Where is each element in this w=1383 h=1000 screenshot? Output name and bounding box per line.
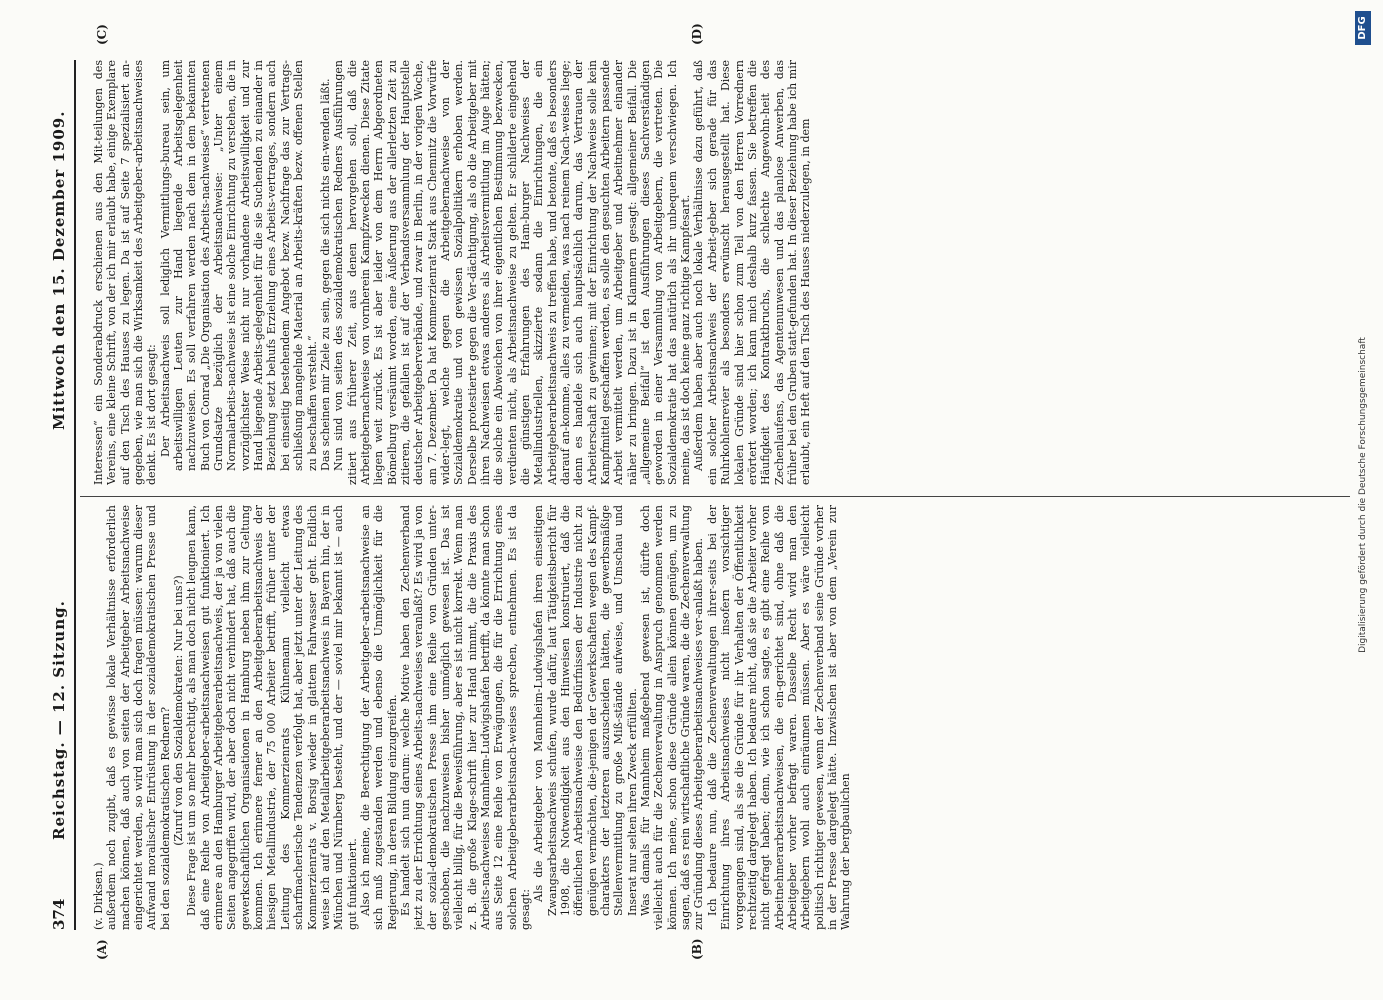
session-date: Mittwoch den 15. Dezember 1909. (50, 110, 68, 430)
dfg-logo: DFG (1355, 11, 1371, 45)
margin-mark-c: (C) (95, 24, 109, 45)
session-title: Reichstag. — 12. Sitzung. (50, 600, 68, 840)
right-column (92, 60, 1332, 485)
header-rule (74, 60, 76, 930)
column-separator (80, 496, 1350, 497)
left-column (92, 505, 912, 930)
digitization-credit: Digitalisierung gefördert durch die Deutsche Forschungsgemeinschaft (1358, 337, 1368, 653)
speaker-label: (v. Dirksen.) (92, 862, 105, 930)
paragraph: Nun sind von seiten des sozialdemokratischen Redners Ausführungen zitiert aus früherer Zeit, aus denen hervorgehen soll, daß die Arbeitgebernachweise von vornherein Kampfzwecken dienen. Diese Zitate liegen weit zurück. Es ist aber leider von dem Herrn Abgeordneten Bömelburg versäumt worden, eine Äußerung aus der allerletzten Zeit zu zitieren, die gefallen ist auf der Verbandsversammlung der Hauptstelle deutscher Arbeitgeberverbände, und zwar in Berlin, in der vorigen Woche, am 7. Dezember. Da hat Kommerzienrat Stark aus Chemnitz die Vorwürfe wider-legt, welche gegen die Arbeitgebernachweise von der Sozialdemokratie und von gewissen Sozialpolitikern erhoben werden. Derselbe protestierte gegen die Ver-dächtigung, als ob die Arbeitgeber mit ihren Nachweisen etwas anderes als Arbeitsvermittlung im Auge hätten; die solche ein Abweichen von ihrer eigentlichen Bestimmung bezwecken, verdienten nicht, als Arbeitsnachweise zu gelten. Er schilderte eingehend die günstigen Erfahrungen des Ham-burger Nachweises der Metallindustriellen, skizzierte sodann die Einrichtungen, die ein Arbeitgeberarbeitsnachweis zu treffen habe, und betonte, daß es besonders darauf an-komme, alles zu vermeiden, was nach reinem Nach-weises liege; denn es handele sich auch hauptsächlich darum, das Vertrauen der Arbeiterschaft zu gewinnen; mit der Einrichtung der Nachweise solle kein Kampfmittel geschaffen werden, es solle den gesuchten Arbeitern passende Arbeit vermittelt werden, um Arbeitgeber und Arbeitnehmer einander näher zu bringen. Dazu ist in Klammern gesagt: allgemeiner Beifall. Die „allgemeine Beifall“ ist den Ausführungen dieses Sachverständigen geworden in einer Versammlung von Arbeitgebern, die vertreten. Die Sozialdemokratie hat das natürlich als ihr unbequem verschwiegen. Ich meine, das ist doch keine ganz richtige Kampfesart. (332, 60, 693, 485)
page-header (50, 60, 72, 930)
page-number: 374 (50, 898, 68, 930)
quotation: Als die Arbeitgeber von Mannheim-Ludwigshafen ihren einseitigen Zwangsarbeitsnachweis schufen, wurde dafür, laut Tätigkeitsbericht für 1908, die Notwendigkeit aus den Hinweisen konstruiert, daß die öffentlichen Arbeitsnachweise den Bedürfnissen der Industrie nicht zu genügen vermöchten, die-jenigen der Gewerkschaften wegen des Kampf-charakters der letzteren auszuscheiden hätten, die gewerbsmäßige Stellenvermittlung zu große Miß-stände aufweise, und Umschau und Inserat nur selten ihren Zweck erfüllten. (532, 505, 639, 916)
margin-mark-a: (A) (95, 939, 109, 960)
paragraph: Das scheinen mir Ziele zu sein, gegen die sich nichts ein-wenden läßt. (318, 78, 332, 471)
paragraph: Es handelt sich nun darum: welche Motive haben den Zechenverband jetzt zu der Errichtung seines Arbeits-nachweises veranlaßt? Es wird ja von der sozial-demokratischen Presse ihm eine Reihe von Gründen unter-geschoben, die nachzuweisen bisher unmöglich gewesen ist. Das ist vielleicht billig, für die Beweisführung, aber es ist nicht korrekt. Wenn man z. B. die große Klage-schrift hier zur Hand nimmt, die die Praxis des Arbeits-nachweises Mannheim-Ludwigshafen betrifft, da könnte man schon aus Seite 12 eine Reihe von Erwägungen, die für die Errichtung eines solchen Arbeitgeberarbeitsnach-weises sprechen, entnehmen. Es ist da gesagt: (398, 505, 532, 930)
paragraph: Ich bedaure nun, daß die Zechenverwaltungen ihrer-seits bei der Einrichtung ihres Arbeitsnachweises nicht insofern vorsichtiger vorgegangen sind, als sie die Gründe für ihr Verhalten der Öffentlichkeit rechtzeitig dargelegt haben. Ich bedaure nicht, daß sie die Arbeiter vorher nicht gefragt haben; denn, wie ich schon sagte, es gibt eine Reihe von Arbeitnehmerarbeitsnachweisen, die ein-gerichtet sind, ohne daß die Arbeitgeber vorher befragt waren. Dasselbe Recht wird man den Arbeitgebern wohl auch einräumen müssen. Aber es wäre vielleicht politisch richtiger gewesen, wenn der Zechenverband seine Gründe vorher in der Presse dargelegt hätte. Inzwischen ist aber von dem „Verein zur Wahrung der bergbaulichen (705, 505, 853, 930)
paragraph: Diese Frage ist um so mehr berechtigt, als man doch nicht leugnen kann, daß eine Reihe von Arbeitgeber-arbeitsnachweisen gut funktioniert. Ich erinnere an den Hamburger Arbeitgeberarbeitsnachweis, der ja von vielen Seiten angegriffen wird, der aber doch nicht verhindert hat, daß auch die gewerkschaftlichen Organisationen in Hamburg neben ihm zur Geltung kommen. Ich erinnere ferner an den Arbeitgeberarbeitsnachweis der hiesigen Metallindustrie, der 75 000 Arbeiter betrifft, früher unter der Leitung des Kommerzienrats Kühnemann vielleicht etwas scharfmacherische Tendenzen verfolgt hat, aber jetzt unter der Leitung des Kommerzienrats v. Borsig wieder in glattem Fahrwasser geht. Endlich weise ich auf den Metallarbeitgeberarbeitsnachweis in Bayern hin, der in München und Nürnberg besteht, und der — soviel mir bekannt ist — auch gut funktioniert. (185, 505, 359, 930)
margin-mark-d: (D) (690, 23, 704, 45)
margin-mark-b: (B) (690, 938, 704, 960)
paragraph: Interessen“ ein Sonderabdruck erschienen aus den Mit-teilungen des Vereins, eine kleine Schrift, von der ich mir erlaubt habe, einige Exemplare auf den Tisch des Hauses zu legen. Da ist auf Seite 7 spezialisiert an-gegeben, wie man sich die Wirksamkeit des Arbeitgeber-arbeitsnachweises denkt. Es ist dort gesagt: (92, 60, 159, 485)
paragraph: Außerdem haben aber auch noch lokale Verhältnisse dazu geführt, daß ein solcher Arbeitsnachweis der Arbeit-geber sich gerade für das Ruhrkohlenrevier als besonders erwünscht herausgestellt hat. Diese lokalen Gründe sind hier schon zum Teil von den Herren Vorrednern erörtert worden; ich kann mich deshalb kurz fassen. Sie betreffen die Häufigkeit des Kontraktbruchs, die schlechte Angewohn-heit des Zechenlaufens, das Agentenunwesen und das planlose Anwerben, das früher bei den Gruben statt-gefunden hat. In dieser Beziehung habe ich mir erlaubt, ein Heft auf den Tisch des Hauses niederzulegen, in dem (692, 60, 813, 485)
paragraph: außerdem noch zugibt, daß es gewisse lokale Verhältnisse erforderlich machen können, daß auch von seiten der Arbeitgeber Arbeitsnachweise eingerichtet werden, so wird man sich doch fragen müssen: warum dieser Aufwand moralischer Entrüstung in der sozialdemokratischen Presse und bei den sozialdemokratischen Rednern? (105, 505, 172, 930)
quotation: Der Arbeitsnachweis soll lediglich Vermittlungs-bureau sein, um arbeitswilligen Leuten zur Hand liegende Arbeitsgelegenheit nachzuweisen. Es soll verfahren werden nach dem in dem bekannten Buch von Conrad „Die Organisation des Arbeits-nachweises“ vertretenen Grundsatze bezüglich der Arbeitsnachweise: „Unter einem Normalarbeits-nachweise ist eine solche Einrichtung zu verstehen, die in vorzüglichster Weise nicht nur vorhandene Arbeitswilligkeit und zur Hand liegende Arbeits-gelegenheit für die sie Suchenden zu einander in Beziehung setzt behufs Erzielung eines Arbeits-vertrages, sondern auch bei einseitig bestehendem Angebot bezw. Nachfrage das zur Vertrags-schließung mangelnde Material an Arbeits-kräften bezw. offenen Stellen zu beschaffen versteht.“ (158, 60, 319, 471)
paragraph: Was damals für Mannheim maßgebend gewesen ist, dürfte doch vielleicht auch für die Zechenverwaltung in Anspruch genommen werden können. Ich meine, schon diese Gründe allein können genügen, um zu sagen, daß es rein wirtschaftliche Gründe waren, die die Zechenverwaltung zur Gründung dieses Arbeitgeberarbeitsnachweises ver-anlaßt haben. (639, 505, 706, 930)
interjection: (Zuruf von den Sozialdemokraten: Nur bei uns?) (172, 575, 186, 846)
paragraph: Also ich meine, die Berechtigung der Arbeitgeber-arbeitsnachweise an sich muß zugestanden werden und ebenso die Unmöglichkeit für die Regierung, in deren Bildung einzugreifen. (358, 505, 399, 930)
